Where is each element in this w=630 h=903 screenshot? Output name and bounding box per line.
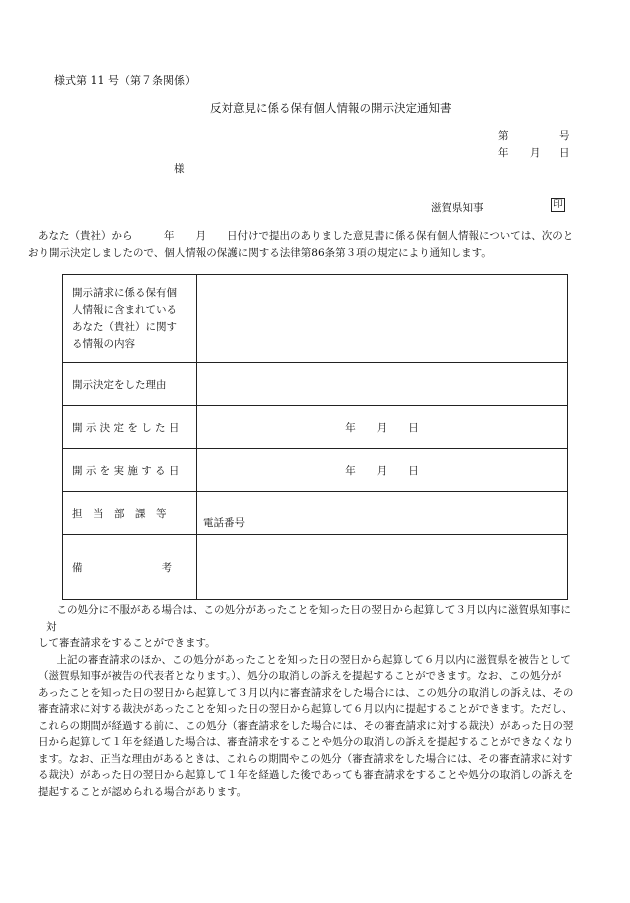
disclosure-date-label: 開 示 を 実 施 す る 日	[63, 449, 197, 492]
info-content-label-line: あなた（貴社）に関す	[72, 320, 177, 333]
issue-date-year: 年	[498, 147, 509, 159]
remarks-value[interactable]	[197, 535, 568, 600]
intro-line-2: おり開示決定しましたので、個人情報の保護に関する法律第86条第３項の規定により通知します。	[28, 247, 492, 259]
info-content-label-line: る情報の内容	[72, 337, 135, 350]
table-row	[63, 492, 568, 535]
info-content-label-line: 人情報に含まれている	[72, 303, 177, 316]
appeal-notes	[38, 602, 581, 800]
issue-date-day: 日	[559, 147, 570, 159]
note-line: ます。なお、正当な理由があるときは、これらの期間やこの処分（審査請求をした場合には、その審査請求に対す	[38, 752, 573, 765]
note-line: （滋賀県知事が被告の代表者となります。）、処分の取消しの訴えを提起することができます。なお、この処分が	[38, 670, 562, 682]
note-line: 日から起算して１年を経過した場合は、審査請求をすることや処分の取消しの訴えを提起することができなくなり	[38, 736, 574, 748]
info-content-label	[63, 275, 197, 363]
disclosure-info-table	[62, 274, 568, 600]
seal-mark: 印	[551, 198, 565, 212]
phone-number-label: 電話番号	[203, 517, 245, 529]
note-line: 上記の審査請求のほか、この処分があったことを知った日の翌日から起算して６月以内に滋賀県を被告として	[46, 653, 571, 666]
table-row	[63, 449, 568, 492]
remarks-label-left: 備	[72, 561, 83, 574]
decision-date-value[interactable]	[197, 406, 568, 449]
department-label: 担 当 部 課 等	[63, 492, 197, 535]
note-line: これらの期間が経過する前に、この処分（審査請求をした場合には、その審査請求に対する裁決）があった日の翌	[38, 719, 574, 732]
note-line: この処分に不服がある場合は、この処分があったことを知った日の翌日から起算して３月以内に滋賀県知事に対	[46, 604, 571, 633]
decision-date-label: 開 示 決 定 を し た 日	[63, 406, 197, 449]
intro-paragraph	[28, 228, 583, 262]
disclosure-date-value[interactable]	[197, 449, 568, 492]
note-line: る裁決）があった日の翌日から起算して１年を経過した後であっても審査請求をすることや処分の取消しの訴えを	[38, 769, 574, 781]
decision-reason-value[interactable]	[197, 363, 568, 406]
note-line: 提起することが認められる場合があります。	[38, 785, 248, 798]
remarks-label-right: 考	[161, 561, 172, 574]
recipient-honorific: 様	[174, 163, 185, 175]
decision-reason-label: 開示決定をした理由	[63, 363, 197, 406]
table-row	[63, 363, 568, 406]
remarks-label	[63, 535, 197, 600]
table-row	[63, 406, 568, 449]
form-number: 様式第 11 号（第７条関係）	[54, 74, 196, 87]
table-row	[63, 535, 568, 600]
disclosure-date-text: 年 月 日	[345, 464, 419, 477]
info-content-value[interactable]	[197, 275, 568, 363]
document-number-prefix: 第	[498, 130, 509, 142]
document-number-suffix: 号	[559, 130, 570, 142]
note-line: 審査請求に対する裁決があったことを知った日の翌日から起算して６月以内に提起することができます。ただし、	[38, 703, 573, 715]
decision-date-text: 年 月 日	[345, 421, 419, 434]
department-value[interactable]	[197, 492, 568, 535]
note-line: して審査請求をすることができます。	[38, 637, 216, 649]
document-title: 反対意見に係る保有個人情報の開示決定通知書	[210, 101, 452, 115]
issue-date-month: 月	[530, 147, 541, 159]
issuer-name: 滋賀県知事	[431, 202, 484, 214]
table-row	[63, 275, 568, 363]
info-content-label-line: 開示請求に係る保有個	[72, 286, 177, 299]
intro-line-1: あなた（貴社）から 年 月 日付けで提出のありました意見書に係る保有個人情報については、次のと	[38, 230, 574, 242]
note-line: あったことを知った日の翌日から起算して３月以内に審査請求をした場合には、この処分の取消しの訴えは、その	[38, 686, 574, 699]
